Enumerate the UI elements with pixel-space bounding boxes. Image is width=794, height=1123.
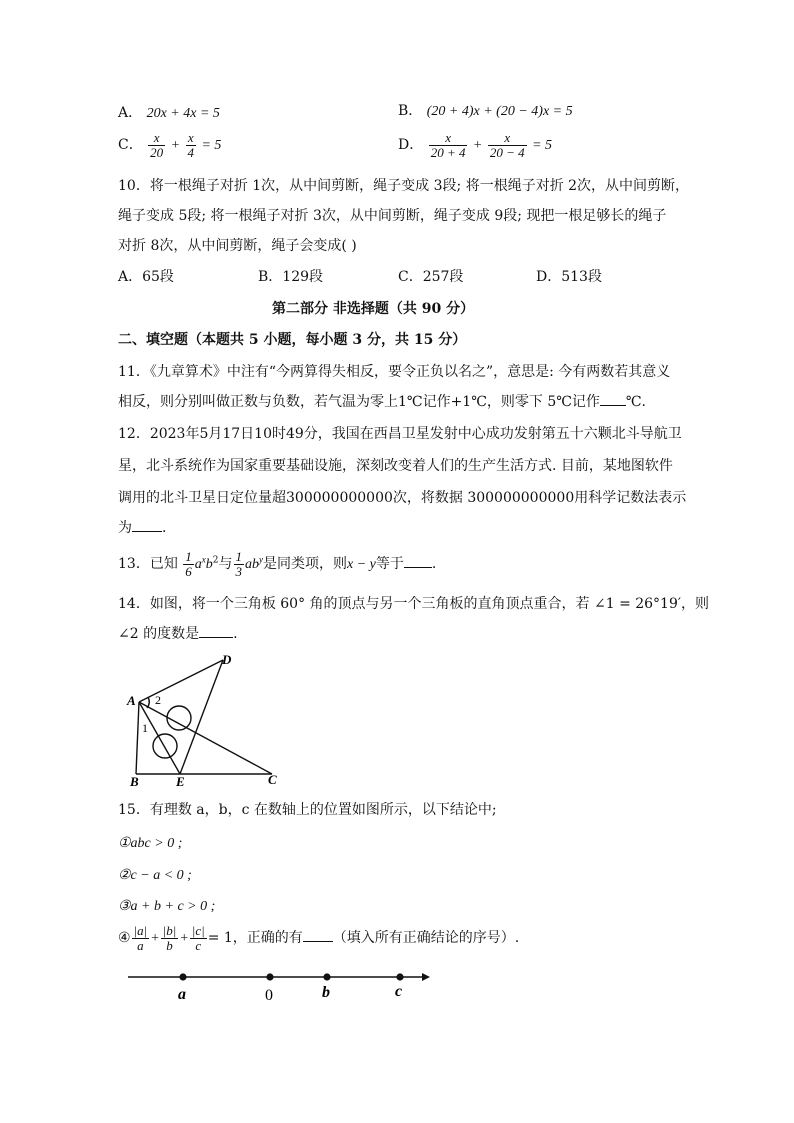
- answer-blank: [132, 517, 162, 532]
- arrow-head: [422, 973, 430, 981]
- point-c: [396, 973, 403, 980]
- fraction: $\frac{|a|}{a}$: [133, 923, 148, 953]
- part-title: 第二部分 非选择题（共 90 分）: [272, 301, 475, 317]
- fraction: $\frac{x}{20 - 4}$: [489, 130, 525, 160]
- number-line: [118, 964, 438, 1008]
- q11-line-2: 相反，则分别叫做正数与负数，若气温为零上1℃记作+1℃，则零下 5℃记作 ℃.: [118, 388, 646, 416]
- angle-arc: [147, 697, 149, 708]
- fraction: $\frac{1}{3}$: [235, 549, 243, 579]
- option-label: B．: [398, 103, 423, 119]
- option-label: C．: [118, 137, 143, 154]
- angle-2-label: 2: [155, 693, 161, 707]
- label-zero: 0: [265, 987, 273, 1004]
- hole-circle: [167, 706, 191, 730]
- q10-line-1: 10．将一根绳子对折 1次，从中间剪断，绳子变成 3段; 将一根绳子对折 2次，从中间剪断，: [118, 178, 690, 194]
- q12-line-3: 调用的北斗卫星日定位量超300000000000次，将数据 300000000000用科学记数法表示: [118, 490, 687, 506]
- label-d: D: [222, 652, 232, 667]
- option-expr: 20x + 4x = 5: [146, 106, 220, 121]
- segment-ad: [139, 660, 223, 702]
- segment-de: [180, 660, 223, 774]
- label-a: a: [178, 986, 186, 1003]
- q10-option-d: D．513段: [536, 269, 602, 285]
- fraction: $\frac{x}{20}$: [150, 130, 164, 160]
- label-b: b: [322, 984, 330, 1001]
- q9-option-d: D． $\frac{x}{20 + 4}$ + $\frac{x}{20 - 4}$ = 5: [398, 130, 553, 160]
- fraction: $\frac{1}{6}$: [185, 549, 192, 579]
- option-label: A．: [118, 105, 143, 121]
- point-zero: [266, 973, 273, 980]
- q15-conclusion-2: ②c − a < 0 ;: [118, 868, 192, 883]
- q12-line-1: 12．2023年5月17日10时49分，我国在西昌卫星发射中心成功发射第五十六颗北斗导航卫: [118, 426, 682, 442]
- q13-line: 13．已知 $\frac{1}{6}$ $a^xb^2$与 $\frac{1}{3}$ $ab^y$是同类项，则x − y等于 .: [118, 549, 437, 579]
- segment-ab: [136, 702, 139, 774]
- answer-blank: [303, 927, 333, 942]
- section-title: 二、填空题（本题共 5 小题，每小题 3 分，共 15 分）: [118, 332, 467, 348]
- label-e: E: [176, 774, 185, 789]
- angle-1-label: 1: [142, 721, 148, 735]
- answer-blank: [600, 391, 626, 406]
- label-c: c: [395, 983, 403, 1000]
- q15-line-1: 15．有理数 a，b，c 在数轴上的位置如图所示，以下结论中;: [118, 802, 497, 818]
- q10-option-a: A．65段: [118, 269, 174, 285]
- q15-conclusion-1: ①abc > 0 ;: [118, 836, 183, 851]
- fraction: $\frac{x}{4}$: [187, 130, 195, 160]
- label-a: A: [127, 693, 136, 708]
- q11-line-1: 11．《九章算术》中注有“今两算得失相反，要令正负以名之”，意思是: 今有两数若其意义: [118, 364, 671, 380]
- q14-line-2: ∠2 的度数是 .: [118, 620, 238, 648]
- q9-option-b: [398, 100, 573, 120]
- point-a: [179, 973, 186, 980]
- fraction: $\frac{|b|}{b}$: [162, 923, 177, 953]
- point-b: [323, 973, 330, 980]
- q15-conclusion-4: ④ $\frac{|a|}{a}$ + $\frac{|b|}{b}$ + $\frac{|c|}{c}$ = 1，正确的有 （填入所有正确结论的序号）.: [118, 923, 520, 953]
- q12-line-4: 为 .: [118, 514, 166, 542]
- q9-option-a: [118, 102, 220, 122]
- answer-blank: [199, 623, 233, 638]
- q9-option-c: C． $\frac{x}{20}$ + $\frac{x}{4}$ = 5: [118, 130, 222, 160]
- q10-option-c: C．257段: [398, 269, 464, 285]
- answer-blank: [404, 553, 432, 568]
- option-label: D．: [398, 137, 424, 154]
- label-c: C: [268, 772, 277, 787]
- label-b: B: [130, 774, 139, 789]
- fraction: $\frac{x}{20 + 4}$: [430, 130, 466, 160]
- q10-line-2: 绳子变成 5段; 将一根绳子对折 3次，从中间剪断，绳子变成 9段; 现把一根足够长的绳子: [118, 208, 667, 224]
- q12-line-2: 星，北斗系统作为国家重要基础设施，深刻改变着人们的生产生活方式. 目前，某地图软件: [118, 458, 673, 474]
- triangle-figure: [118, 650, 298, 790]
- q15-conclusion-3: ③a + b + c > 0 ;: [118, 899, 216, 914]
- q10-line-3: 对折 8次，从中间剪断，绳子会变成( ): [118, 238, 357, 254]
- option-expr: (20 + 4)x + (20 − 4)x = 5: [426, 104, 573, 119]
- fraction: $\frac{|c|}{c}$: [191, 923, 205, 953]
- hole-circle: [153, 734, 177, 758]
- q10-option-b: B．129段: [258, 269, 324, 285]
- q14-line-1: 14．如图，将一个三角板 60° 角的顶点与另一个三角板的直角顶点重合，若 ∠1 = 26°19′，则: [118, 596, 710, 612]
